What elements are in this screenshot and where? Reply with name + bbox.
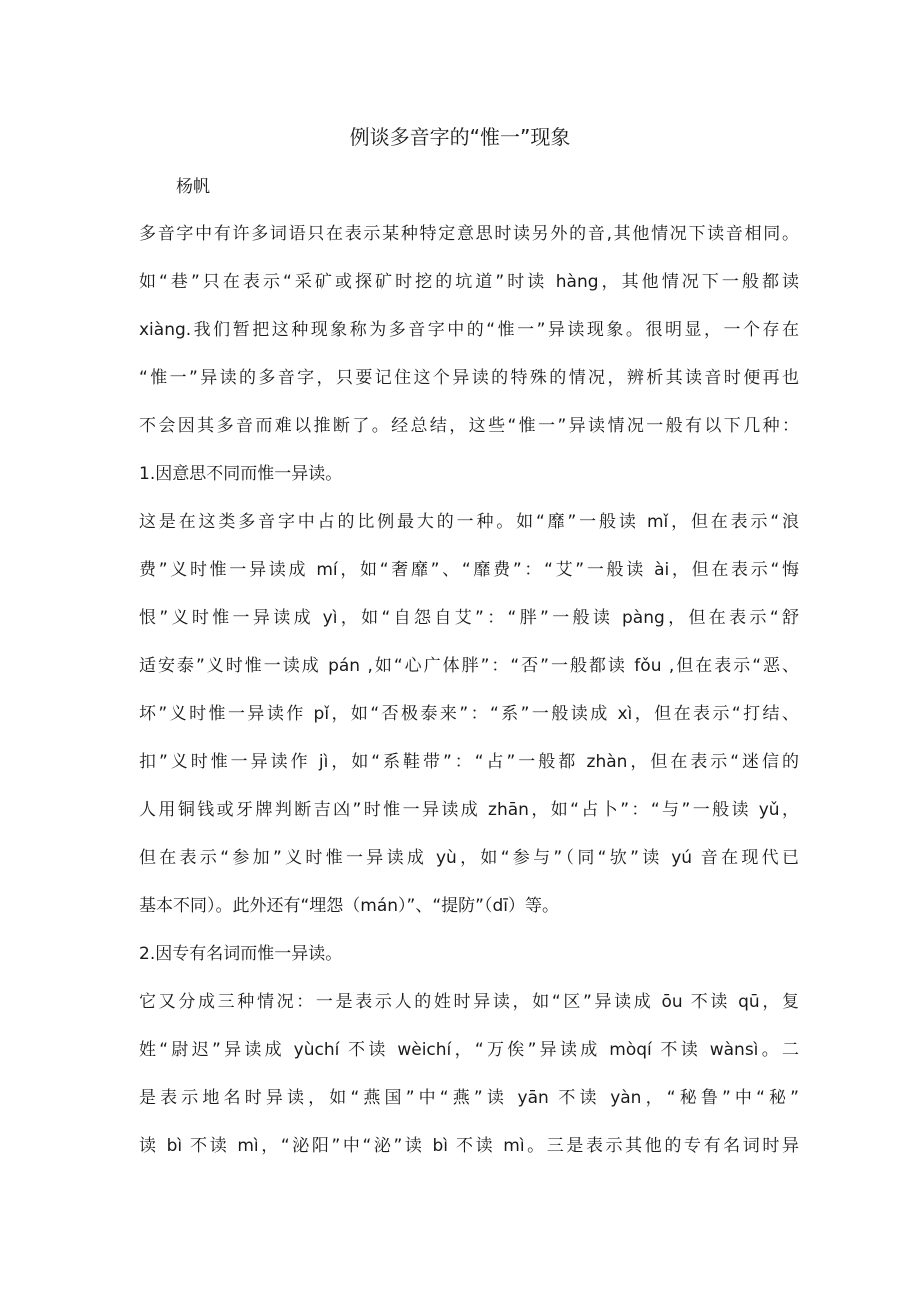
- paragraph-line: 不会因其多音而难以推断了。经总结，这些“惟一”异读情况一般有以下几种：: [139, 416, 799, 436]
- paragraph-line: 人用铜钱或牙牌判断吉凶”时惟一异读成 zhān，如“占卜”：“与”一般读 yǔ，: [139, 800, 799, 820]
- document-author: 杨帆: [176, 177, 210, 197]
- paragraph-line: 恨”义时惟一异读成 yì，如“自怨自艾”：“胖”一般读 pàng，但在表示“舒: [139, 608, 799, 628]
- section-heading-2: 2.因专有名词而惟一异读。: [139, 944, 343, 964]
- paragraph-line: 是表示地名时异读，如“燕国”中“燕”读 yān 不读 yàn，“秘鲁”中“秘”: [139, 1088, 799, 1108]
- paragraph-line: xiàng.我们暂把这种现象称为多音字中的“惟一”异读现象。很明显，一个存在: [139, 320, 799, 340]
- paragraph-line: 这是在这类多音字中占的比例最大的一种。如“靡”一般读 mǐ，但在表示“浪: [139, 512, 799, 532]
- paragraph-line: “惟一”异读的多音字，只要记住这个异读的特殊的情况，辨析其读音时便再也: [139, 368, 799, 388]
- paragraph-line: 多音字中有许多词语只在表示某种特定意思时读另外的音,其他情况下读音相同。: [139, 224, 799, 244]
- document-title: 例谈多音字的“惟一”现象: [349, 125, 571, 149]
- paragraph-line: 坏”义时惟一异读作 pǐ，如“否极泰来”：“系”一般读成 xì，但在表示“打结、: [139, 704, 799, 724]
- paragraph-line: 但在表示“参加”义时惟一异读成 yù，如“参与”（同“欤”读 yú 音在现代已: [139, 848, 799, 868]
- paragraph-line: 扣”义时惟一异读作 jì，如“系鞋带”：“占”一般都 zhàn，但在表示“迷信的: [139, 752, 799, 772]
- paragraph-line: 读 bì 不读 mì，“泌阳”中“泌”读 bì 不读 mì。三是表示其他的专有名词时异: [139, 1136, 799, 1156]
- paragraph-line: 如“巷”只在表示“采矿或探矿时挖的坑道”时读 hàng，其他情况下一般都读: [139, 272, 799, 292]
- paragraph-line: 姓“尉迟”异读成 yùchí 不读 wèichí，“万俟”异读成 mòqí 不读 wànsì。二: [139, 1040, 799, 1060]
- section-heading-1: 1.因意思不同而惟一异读。: [139, 464, 343, 484]
- paragraph-line: 费”义时惟一异读成 mí，如“奢靡”、“靡费”：“艾”一般读 ài，但在表示“悔: [139, 560, 799, 580]
- paragraph-line: 它又分成三种情况：一是表示人的姓时异读，如“区”异读成 ōu 不读 qū，复: [139, 992, 799, 1012]
- paragraph-line: 适安泰”义时惟一读成 pán ,如“心广体胖”：“否”一般都读 fǒu ,但在表示“恶、: [139, 656, 799, 676]
- paragraph-line: 基本不同）。此外还有“埋怨（mán）”、“提防”（dī）等。: [139, 896, 559, 916]
